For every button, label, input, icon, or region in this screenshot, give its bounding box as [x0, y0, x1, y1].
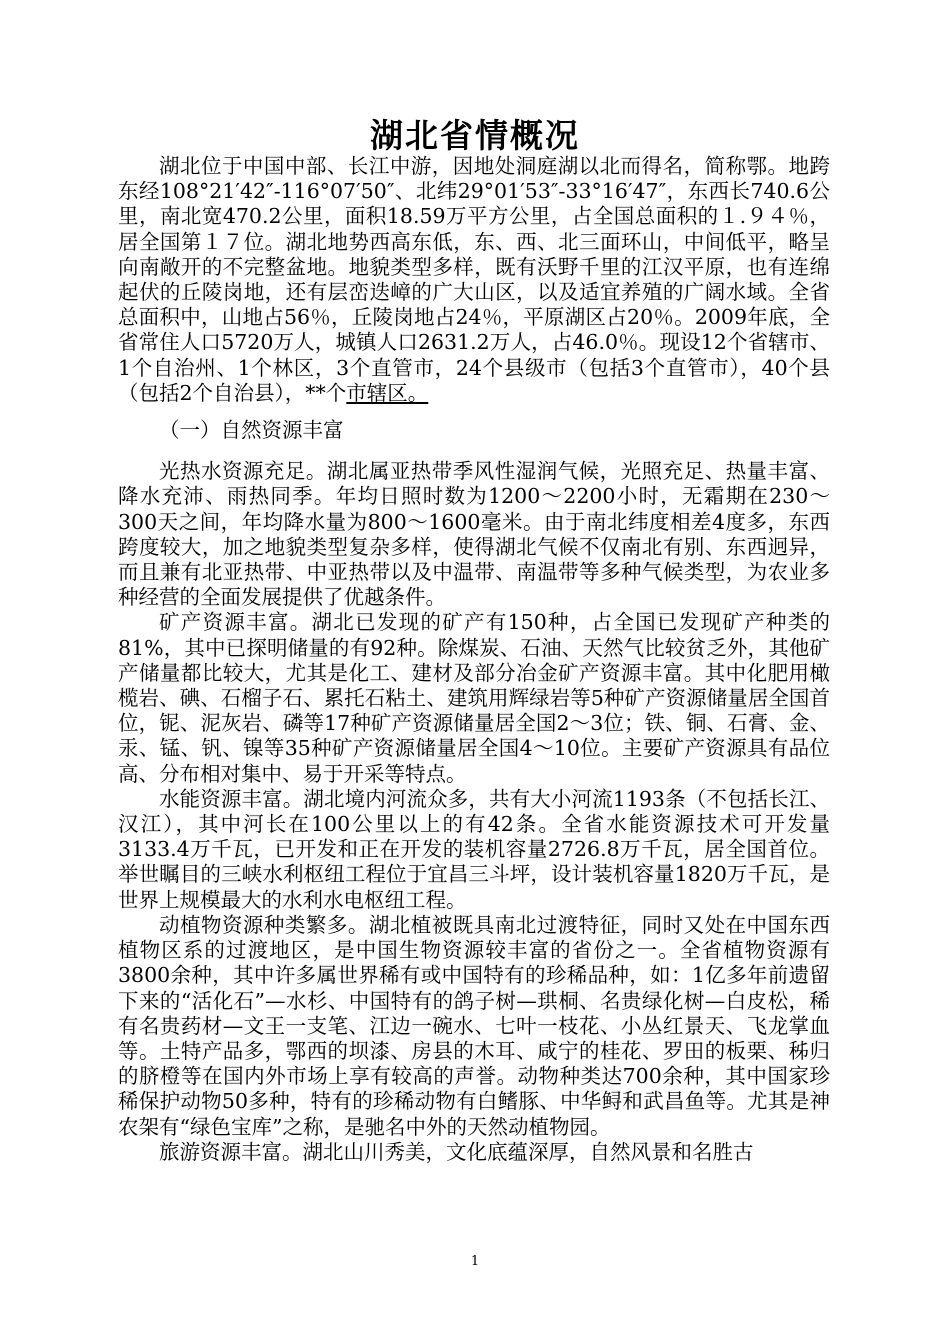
paragraph-tourism: 旅游资源丰富。湖北山川秀美，文化底蕴深厚，自然风景和名胜古 [159, 1139, 754, 1164]
document-body [118, 154, 830, 1165]
paragraph-hydropower: 水能资源丰富。湖北境内河流众多，共有大小河流1193条（不包括长江、汉江），其中河长在100公里以上的有42条。全省水能资源技术可开发量3133.4万千瓦，已开发和正在开发的装机容量2726.8万千瓦，居全国首位。举世瞩目的三峡水利枢纽工程位于宜昌三斗坪，设计装机容量1820万千瓦，是世界上规模最大的水利水电枢纽工程。 [118, 786, 830, 912]
paragraph-biology: 动植物资源种类繁多。湖北植被既具南北过渡特征，同时又处在中国东西植物区系的过渡地区，是中国生物资源较丰富的省份之一。全省植物资源有3800余种，其中许多属世界稀有或中国特有的珍稀品种，如：1亿多年前遗留下来的“活化石”—水杉、中国特有的鸽子树—珙桐、名贵绿化树—白皮松，稀有名贵药材—文王一支笔、江边一碗水、七叶一枝花、小丛红景天、飞龙掌血等。土特产品多，鄂西的坝漆、房县的木耳、咸宁的桂花、罗田的板栗、秭归的脐橙等在国内外市场上享有较高的声誉。动物种类达700余种，其中国家珍稀保护动物50多种，特有的珍稀动物有白鳍豚、中华鲟和武昌鱼等。尤其是神农架有“绿色宝库”之称，是驰名中外的天然动植物园。 [118, 912, 830, 1139]
intro-link[interactable]: 市辖区。 [346, 380, 429, 405]
intro-paragraph [118, 154, 830, 406]
document-title: 湖北省情概况 [370, 116, 580, 155]
section-heading: （一）自然资源丰富 [159, 418, 344, 443]
intro-text: 湖北位于中国中部、长江中游，因地处洞庭湖以北而得名，简称鄂。地跨东经108°21′42″-116°07′50″、北纬29°01′53″-33°16′47″，东西长740.6公里，南北宽470.2公里，面积18.59万平方公里，占全国总面积的１.９４％，居全国第１７位。湖北地势西高东低，东、西、北三面环山，中间低平，略呈向南敞开的不完整盆地。地貌类型多样，既有沃野千里的江汉平原，也有连绵起伏的丘陵岗地，还有层峦迭嶂的广大山区，以及适宜养殖的广阔水域。全省总面积中，山地占56％，丘陵岗地占24％，平原湖区占20％。2009年底，全省常住人口5720万人，城镇人口2631.2万人，占46.0％。现设12个省辖市、1个自治州、1个林区，3个直管市，24个县级市（包括3个直管市），40个县（包括2个自治县），**个 [118, 154, 830, 405]
page-number: 1 [470, 1254, 480, 1269]
paragraph-climate: 光热水资源充足。湖北属亚热带季风性湿润气候，光照充足、热量丰富、降水充沛、雨热同季。年均日照时数为1200～2200小时，无霜期在230～300天之间，年均降水量为800～1600毫米。由于南北纬度相差4度多，东西跨度较大，加之地貌类型复杂多样，使得湖北气候不仅南北有别、东西迥异，而且兼有北亚热带、中亚热带以及中温带、南温带等多种气候类型，为农业多种经营的全面发展提供了优越条件。 [118, 459, 830, 610]
paragraph-minerals: 矿产资源丰富。湖北已发现的矿产有150种，占全国已发现矿产种类的81%，其中已探明储量的有92种。除煤炭、石油、天然气比较贫乏外，其他矿产储量都比较大，尤其是化工、建材及部分冶金矿产资源丰富。其中化肥用橄榄岩、碘、石榴子石、累托石粘土、建筑用辉绿岩等5种矿产资源储量居全国首位，铌、泥灰岩、磷等17种矿产资源储量居全国2～3位；铁、铜、石膏、金、汞、锰、钒、镍等35种矿产资源储量居全国4～10位。主要矿产资源具有品位高、分布相对集中、易于开采等特点。 [118, 610, 830, 786]
